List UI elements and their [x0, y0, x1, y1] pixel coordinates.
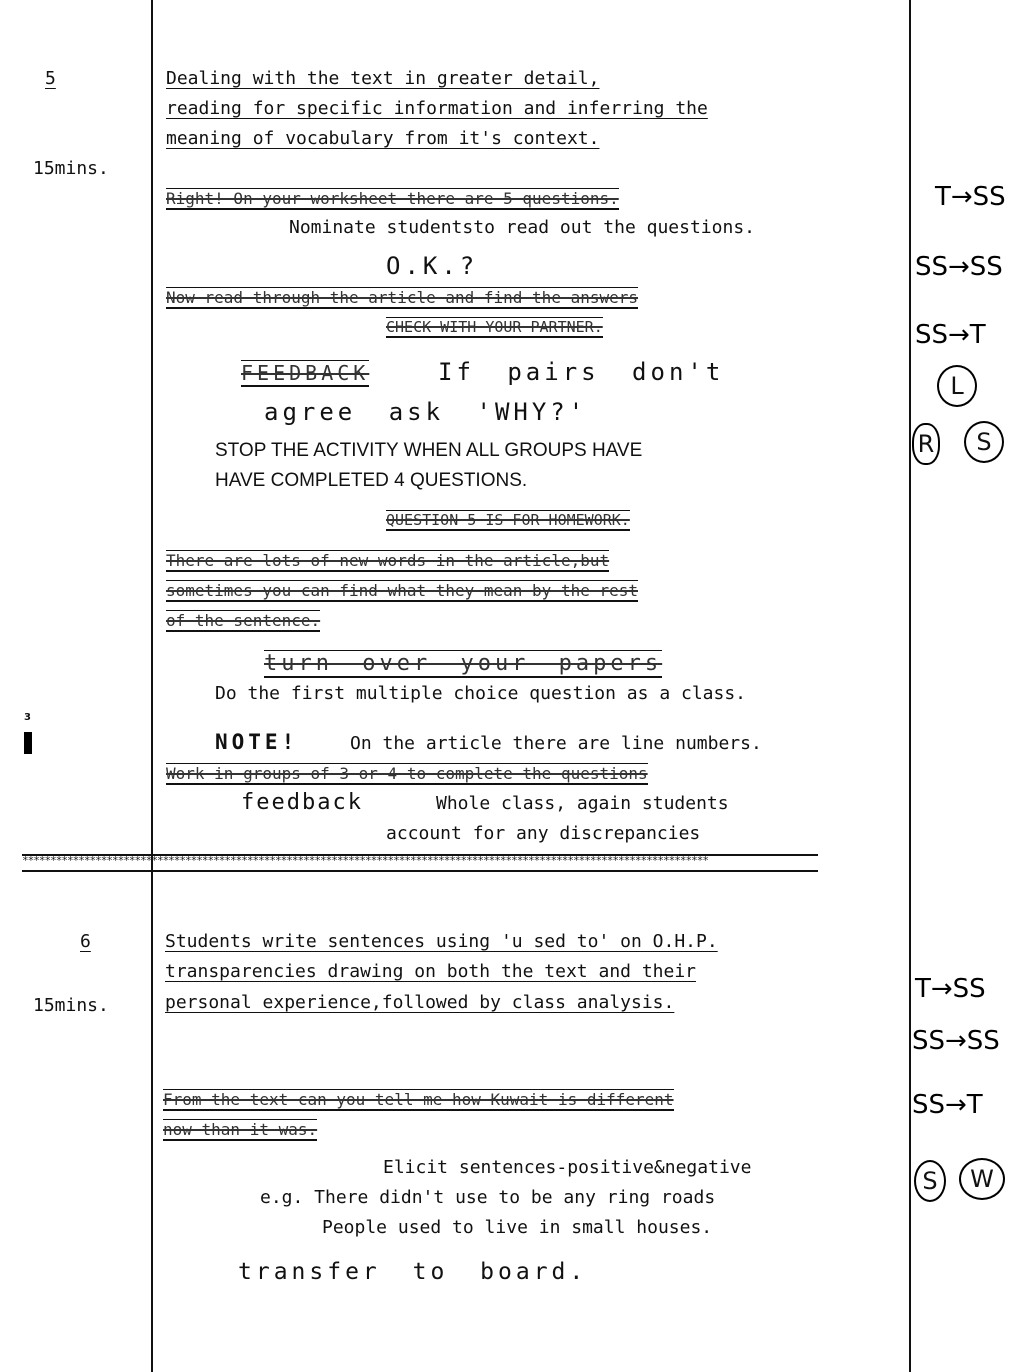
pairs-line1: If pairs don't — [438, 358, 725, 386]
struck-turn-over: turn over your papers — [264, 651, 663, 676]
pairs-line2: agree ask 'WHY?' — [264, 398, 588, 426]
margin-mark-number: 3 — [24, 712, 31, 723]
first-question-line: Do the first multiple choice question as a class. — [215, 683, 747, 704]
annotation-t-to-ss-6: T→SS — [915, 974, 986, 1004]
feedback2-label: feedback — [241, 790, 363, 815]
circle-s-icon-6: S — [914, 1160, 946, 1202]
stop-line1: STOP THE ACTIVITY WHEN ALL GROUPS HAVE — [215, 440, 643, 461]
note-text: On the article there are line numbers. — [350, 733, 762, 754]
stage5-aim-line2: reading for specific information and inferring the — [166, 98, 708, 119]
stage5-aim-line1: Dealing with the text in greater detail, — [166, 68, 600, 89]
transfer-line: transfer to board. — [238, 1259, 588, 1285]
struck-feedback-label: FEEDBACK — [241, 361, 370, 385]
struck-kuwait-line1: From the text can you tell me how Kuwait is different — [163, 1090, 674, 1109]
right-margin-rule — [909, 0, 911, 1372]
struck-check-partner: CHECK WITH YOUR PARTNER. — [386, 318, 603, 336]
elicit-line: Elicit sentences-positive&negative — [383, 1157, 752, 1178]
annotation-ss-to-ss-6: SS→SS — [912, 1026, 1000, 1056]
left-margin-rule — [151, 0, 153, 1372]
annotation-t-to-ss-5: T→SS — [935, 182, 1006, 212]
struck-kuwait-line2: now than it was. — [163, 1120, 318, 1139]
annotation-ss-to-t-6: SS→T — [912, 1090, 983, 1120]
stage6-number: 6 — [80, 931, 91, 952]
nominate-line: Nominate studentsto read out the questions. — [289, 217, 755, 238]
circle-s-icon: S — [964, 421, 1004, 463]
stage5-aim-line3: meaning of vocabulary from it's context. — [166, 128, 600, 149]
feedback2-text: Whole class, again students — [436, 793, 729, 814]
stage6-aim-line3: personal experience,followed by class analysis. — [165, 992, 675, 1013]
circle-r-icon: R — [912, 423, 940, 465]
stage6-aim-line1: Students write sentences using 'u sed to' on O.H.P. — [165, 931, 718, 952]
struck-vocab-line1: There are lots of new words in the article,but — [166, 551, 610, 570]
circle-l-icon: L — [937, 365, 977, 407]
annotation-ss-to-ss-5: SS→SS — [915, 252, 1003, 282]
example-line2: People used to live in small houses. — [322, 1217, 713, 1238]
struck-vocab-line2: sometimes you can find what they mean by the rest — [166, 581, 639, 600]
margin-marker-bar — [24, 732, 32, 754]
stage6-time: 15mins. — [33, 995, 109, 1016]
struck-homework: QUESTION 5 IS FOR HOMEWORK. — [386, 511, 630, 529]
struck-groups-line: Work in groups of 3 or 4 to complete the questions — [166, 764, 648, 783]
circle-w-icon: W — [959, 1158, 1005, 1200]
stage5-time: 15mins. — [33, 158, 109, 179]
note-label: NOTE! — [215, 730, 299, 754]
struck-worksheet-line: Right! On your worksheet there are 5 questions. — [166, 189, 619, 208]
section-separator — [22, 854, 818, 872]
annotation-ss-to-t-5: SS→T — [915, 320, 986, 350]
stop-line2: HAVE COMPLETED 4 QUESTIONS. — [215, 470, 528, 491]
stage5-number: 5 — [45, 68, 56, 89]
struck-vocab-line3: of the sentence. — [166, 611, 321, 630]
stage6-aim-line2: transparencies drawing on both the text and their — [165, 961, 697, 982]
feedback2-line2: account for any discrepancies — [386, 823, 701, 844]
example-line1: e.g. There didn't use to be any ring roads — [260, 1187, 716, 1208]
separator-asterisks: ************************************************************************************************************************** — [22, 856, 708, 866]
struck-read-line: Now read through the article and find the answers — [166, 288, 639, 307]
ok-prompt: O.K.? — [386, 252, 479, 280]
